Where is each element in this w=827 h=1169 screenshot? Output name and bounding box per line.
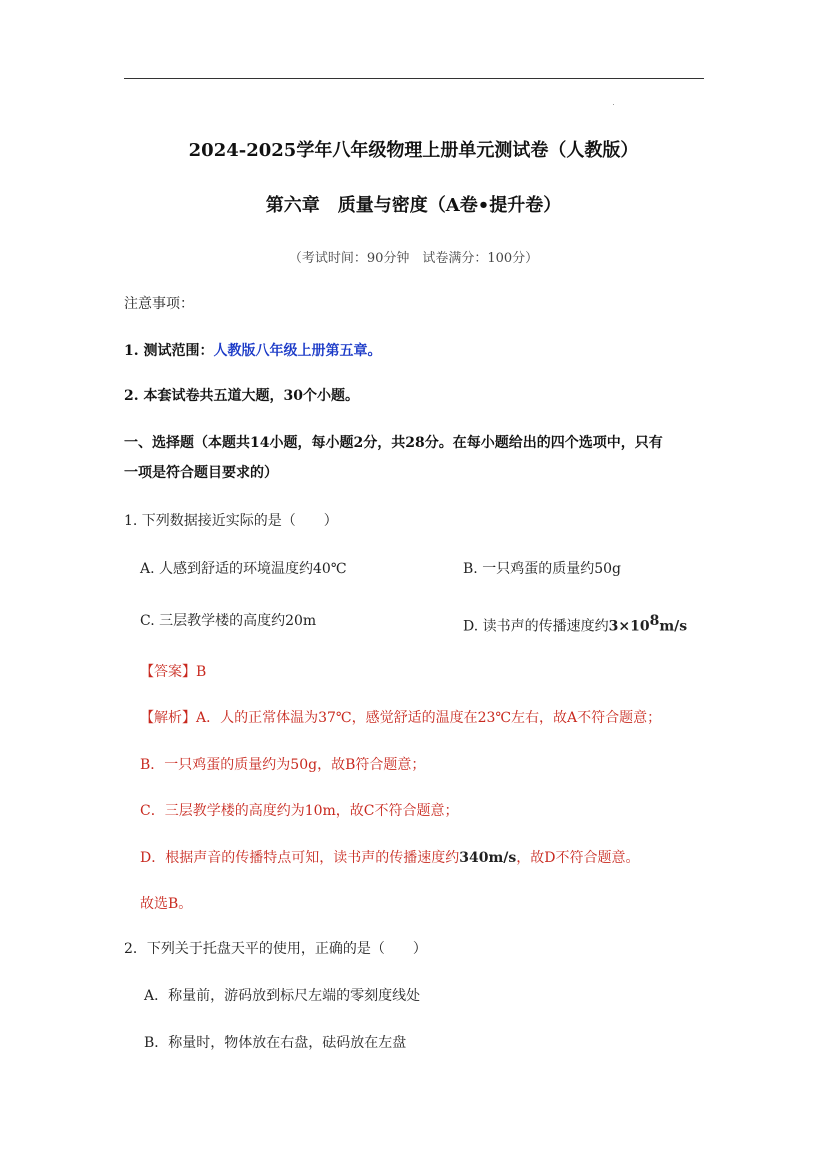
q1-answer xyxy=(140,662,206,682)
q1-option-c: C. 三层教学楼的高度约20m xyxy=(140,613,317,629)
q1-option-a: A. 人感到舒适的环境温度约40℃ xyxy=(140,561,347,577)
answer-tag: 【答案】 xyxy=(140,664,196,680)
section-1-heading-line2: 一项是符合题目要求的） xyxy=(124,465,278,481)
q1-analysis-a xyxy=(140,708,661,728)
speck xyxy=(613,104,614,105)
q1-option-d-base: 3×10 xyxy=(608,618,650,635)
note-item-1-prefix: 1. 测试范围： xyxy=(124,343,214,359)
analysis-d-pre: D．根据声音的传播特点可知，读书声的传播速度约 xyxy=(140,850,460,866)
analysis-d-post: ，故D不符合题意。 xyxy=(516,850,640,866)
note-item-1-scope: 人教版八年级上册第五章。 xyxy=(213,343,382,359)
section-1-heading-line1: 一、选择题（本题共14小题，每小题2分，共28分。在每小题给出的四个选项中，只有 xyxy=(124,435,663,451)
q1-option-d xyxy=(463,611,687,637)
notes-heading: 注意事项： xyxy=(124,296,194,312)
q2-stem: 2．下列关于托盘天平的使用，正确的是（ ） xyxy=(124,941,427,957)
q1-stem: 1. 下列数据接近实际的是（ ） xyxy=(124,513,338,529)
doc-title: 2024-2025学年八年级物理上册单元测试卷（人教版） xyxy=(188,140,639,161)
q1-analysis-b: B．一只鸡蛋的质量约为50g，故B符合题意； xyxy=(140,757,426,773)
analysis-d-value: 340m/s xyxy=(459,850,517,866)
q1-analysis-d xyxy=(140,848,640,868)
q1-analysis-c: C．三层教学楼的高度约为10m，故C不符合题意； xyxy=(140,803,459,819)
q1-option-b: B. 一只鸡蛋的质量约50g xyxy=(463,561,621,577)
header-rule xyxy=(124,78,704,79)
answer-value: B xyxy=(196,664,207,680)
note-item-2: 2. 本套试卷共五道大题，30个小题。 xyxy=(124,388,359,404)
note-item-1 xyxy=(124,341,382,361)
analysis-tag: 【解析】 xyxy=(140,710,196,726)
q1-conclusion: 故选B。 xyxy=(140,896,193,912)
exam-info: （考试时间：90分钟 试卷满分：100分） xyxy=(288,251,539,266)
q2-option-a: A．称量前，游码放到标尺左端的零刻度线处 xyxy=(144,988,421,1004)
q1-option-d-unit: m/s xyxy=(659,618,688,635)
q1-option-d-exponent: 8 xyxy=(649,613,660,629)
q2-option-b: B．称量时，物体放在右盘，砝码放在左盘 xyxy=(144,1035,407,1051)
doc-subtitle: 第六章 质量与密度（A卷•提升卷） xyxy=(265,195,562,216)
analysis-a-text: A．人的正常体温为37℃，感觉舒适的温度在23℃左右，故A不符合题意； xyxy=(196,710,662,726)
q1-option-d-text: D. 读书声的传播速度约 xyxy=(463,618,609,635)
